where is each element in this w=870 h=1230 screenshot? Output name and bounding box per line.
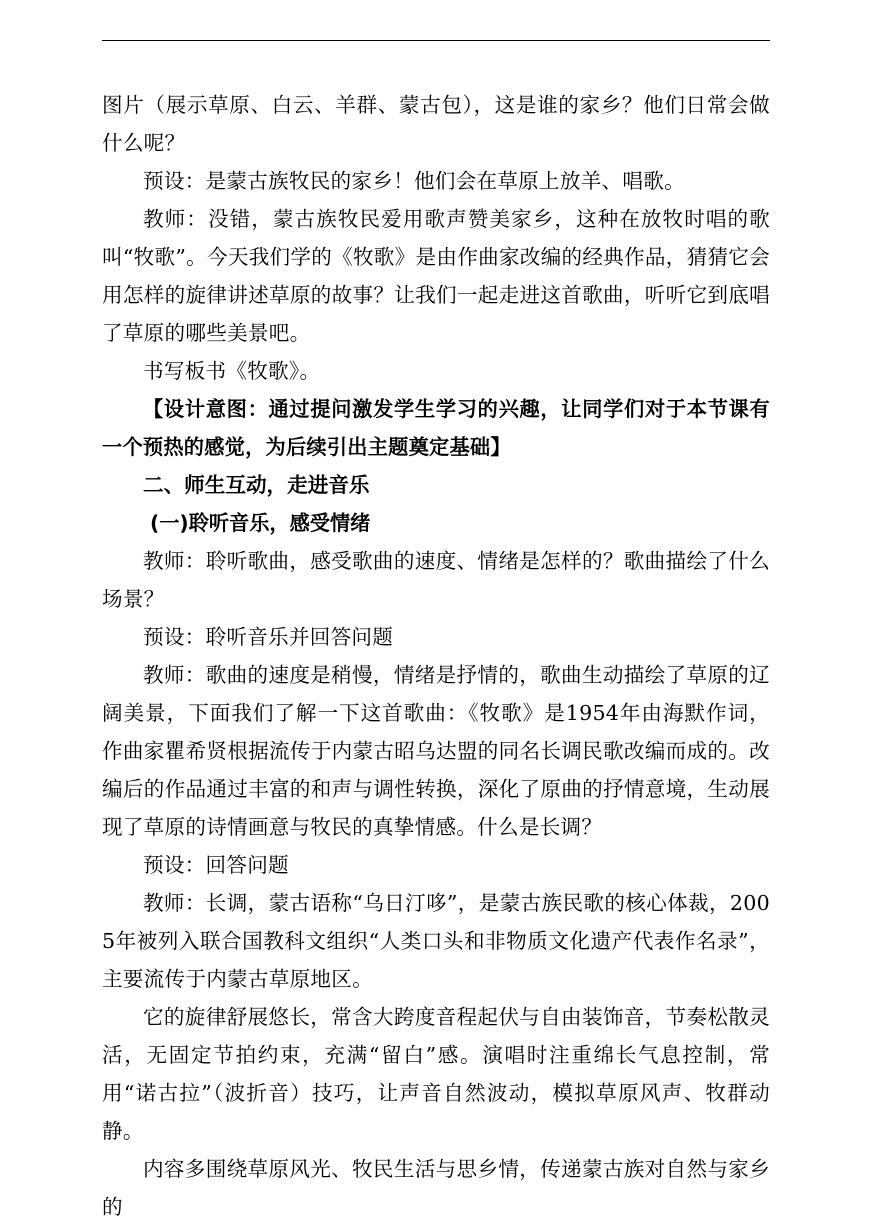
paragraph-preset-answer-2: 预设：回答问题 <box>143 853 289 877</box>
paragraph-melody-description: 它的旋律舒展悠长，常含大跨度音程起伏与自由装饰音，节奏松散灵活，无固定节拍约束，充满“留白”感。演唱时注重绵长气息控制，常用“诺古拉”（波折音）技巧，让声音自然波动，模拟草原风声、牧群动静。 <box>102 1005 770 1143</box>
paragraph-preset-listen: 预设：聆听音乐并回答问题 <box>143 625 394 649</box>
paragraph-preset-answer: 预设：是蒙古族牧民的家乡！他们会在草原上放羊、唱歌。 <box>143 169 685 193</box>
subsection-heading: (一)聆听音乐，感受情绪 <box>150 511 371 535</box>
paragraph-content-description: 内容多围绕草原风光、牧民生活与思乡情，传递蒙古族对自然与家乡的 <box>102 1157 770 1219</box>
section-heading: 二、师生互动，走进音乐 <box>143 473 370 497</box>
paragraph-intro-question: 图片（展示草原、白云、羊群、蒙古包），这是谁的家乡？他们日常会做什么呢？ <box>102 93 770 155</box>
header-rule <box>102 40 770 41</box>
document-body <box>102 86 770 1226</box>
paragraph-teacher-long-tune: 教师：长调，蒙古语称“乌日汀哆”，是蒙古族民歌的核心体裁，2005年被列入联合国教科文组织“人类口头和非物质文化遗产代表作名录”，主要流传于内蒙古草原地区。 <box>102 891 770 991</box>
paragraph-teacher-song-intro: 教师：歌曲的速度是稍慢，情绪是抒情的，歌曲生动描绘了草原的辽阔美景，下面我们了解一下这首歌曲：《牧歌》是1954年由海默作词，作曲家瞿希贤根据流传于内蒙古昭乌达盟的同名长调民歌改编而成的。改编后的作品通过丰富的和声与调性转换，深化了原曲的抒情意境，生动展现了草原的诗情画意与牧民的真挚情感。什么是长调？ <box>102 663 770 839</box>
paragraph-board-writing: 书写板书《牧歌》。 <box>143 359 321 383</box>
paragraph-teacher-intro: 教师：没错，蒙古族牧民爱用歌声赞美家乡，这种在放牧时唱的歌叫“牧歌”。今天我们学的《牧歌》是由作曲家改编的经典作品，猜猜它会用怎样的旋律讲述草原的故事？让我们一起走进这首歌曲，听听它到底唱了草原的哪些美景吧。 <box>102 207 770 345</box>
paragraph-teacher-listen: 教师：聆听歌曲，感受歌曲的速度、情绪是怎样的？歌曲描绘了什么场景？ <box>102 549 770 611</box>
paragraph-design-intent: 【设计意图：通过提问激发学生学习的兴趣，让同学们对于本节课有一个预热的感觉，为后续引出主题奠定基础】 <box>102 397 770 459</box>
